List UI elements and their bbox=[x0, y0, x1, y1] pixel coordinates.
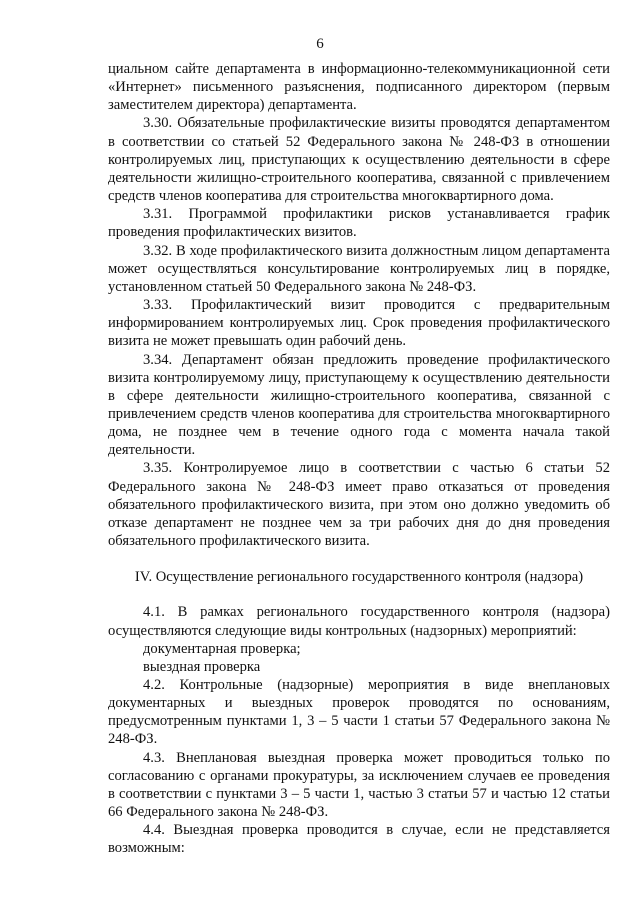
paragraph-3-31: 3.31. Программой профилактики рисков устанавливается график проведения профилактических визитов. bbox=[108, 206, 610, 241]
section-4 bbox=[108, 603, 610, 857]
paragraph-3-32: 3.32. В ходе профилактического визита должностным лицом департамента может осуществляться консультирование контролируемых лиц в порядке, установленном статьей 50 Федерального закона № 248-ФЗ. bbox=[108, 242, 610, 295]
paragraph-list-2: выездная проверка bbox=[143, 658, 261, 675]
section-heading: IV. Осуществление регионального государственного контроля (надзора) bbox=[134, 569, 584, 586]
paragraph-4-3: 4.3. Внеплановая выездная проверка может проводиться только по согласованию с органами прокуратуры, за исключением случаев ее проведения в соответствии с пунктами 3 – 5 части 1, частью 3 статьи 57 и частью 12 статьи 66 Федерального закона № 248-ФЗ. bbox=[108, 749, 610, 821]
paragraph-4-4: 4.4. Выездная проверка проводится в случае, если не представляется возможным: bbox=[108, 822, 610, 857]
paragraph-3-34: 3.34. Департамент обязан предложить проведение профилактического визита контролируемому лицу, приступающему к осуществлению деятельности в сфере деятельности жилищно-строительного кооператива, связанной с привлечением средств членов кооператива для строительства многоквартирного дома, не позднее чем в течение одного года с момента начала такой деятельности. bbox=[108, 351, 610, 459]
section-3-continuation bbox=[108, 60, 610, 550]
paragraph-4-1: 4.1. В рамках регионального государственного контроля (надзора) осуществляются следующие виды контрольных (надзорных) мероприятий: bbox=[108, 604, 610, 639]
paragraph-4-2: 4.2. Контрольные (надзорные) мероприятия в виде внеплановых документарных и выездных проверок проводятся по основаниям, предусмотренным пунктами 1, 3 – 5 части 1 статьи 57 Федерального закона № 248-ФЗ. bbox=[108, 677, 610, 748]
page-number: 6 bbox=[316, 36, 324, 52]
paragraph-3-33: 3.33. Профилактический визит проводится с предварительным информированием контролируемых лиц. Срок проведения профилактического визита не может превышать один рабочий день. bbox=[108, 297, 610, 350]
paragraph-list-1: документарная проверка; bbox=[143, 640, 301, 657]
paragraph-cont: циальном сайте департамента в информационно-телекоммуникационной сети «Интернет» письменного разъяснения, подписанного директором (первым заместителем директора) департамента. bbox=[108, 61, 610, 114]
paragraph-3-35: 3.35. Контролируемое лицо в соответствии с частью 6 статьи 52 Федерального закона № 248-ФЗ имеет право отказаться от проведения обязательного профилактического визита, при этом оно должно уведомить об отказе департамент не позднее чем за три рабочих дня до дня проведения обязательного профилактического визита. bbox=[108, 460, 610, 550]
document-body bbox=[108, 60, 610, 858]
paragraph-3-30: 3.30. Обязательные профилактические визиты проводятся департаментом в соответствии со статьей 52 Федерального закона № 248-ФЗ в отношении контролируемых лиц, приступающих к осуществлению деятельности в сфере деятельности жилищно-строительного кооператива, связанной с привлечением средств членов кооператива для строительства многоквартирного дома. bbox=[108, 115, 610, 205]
